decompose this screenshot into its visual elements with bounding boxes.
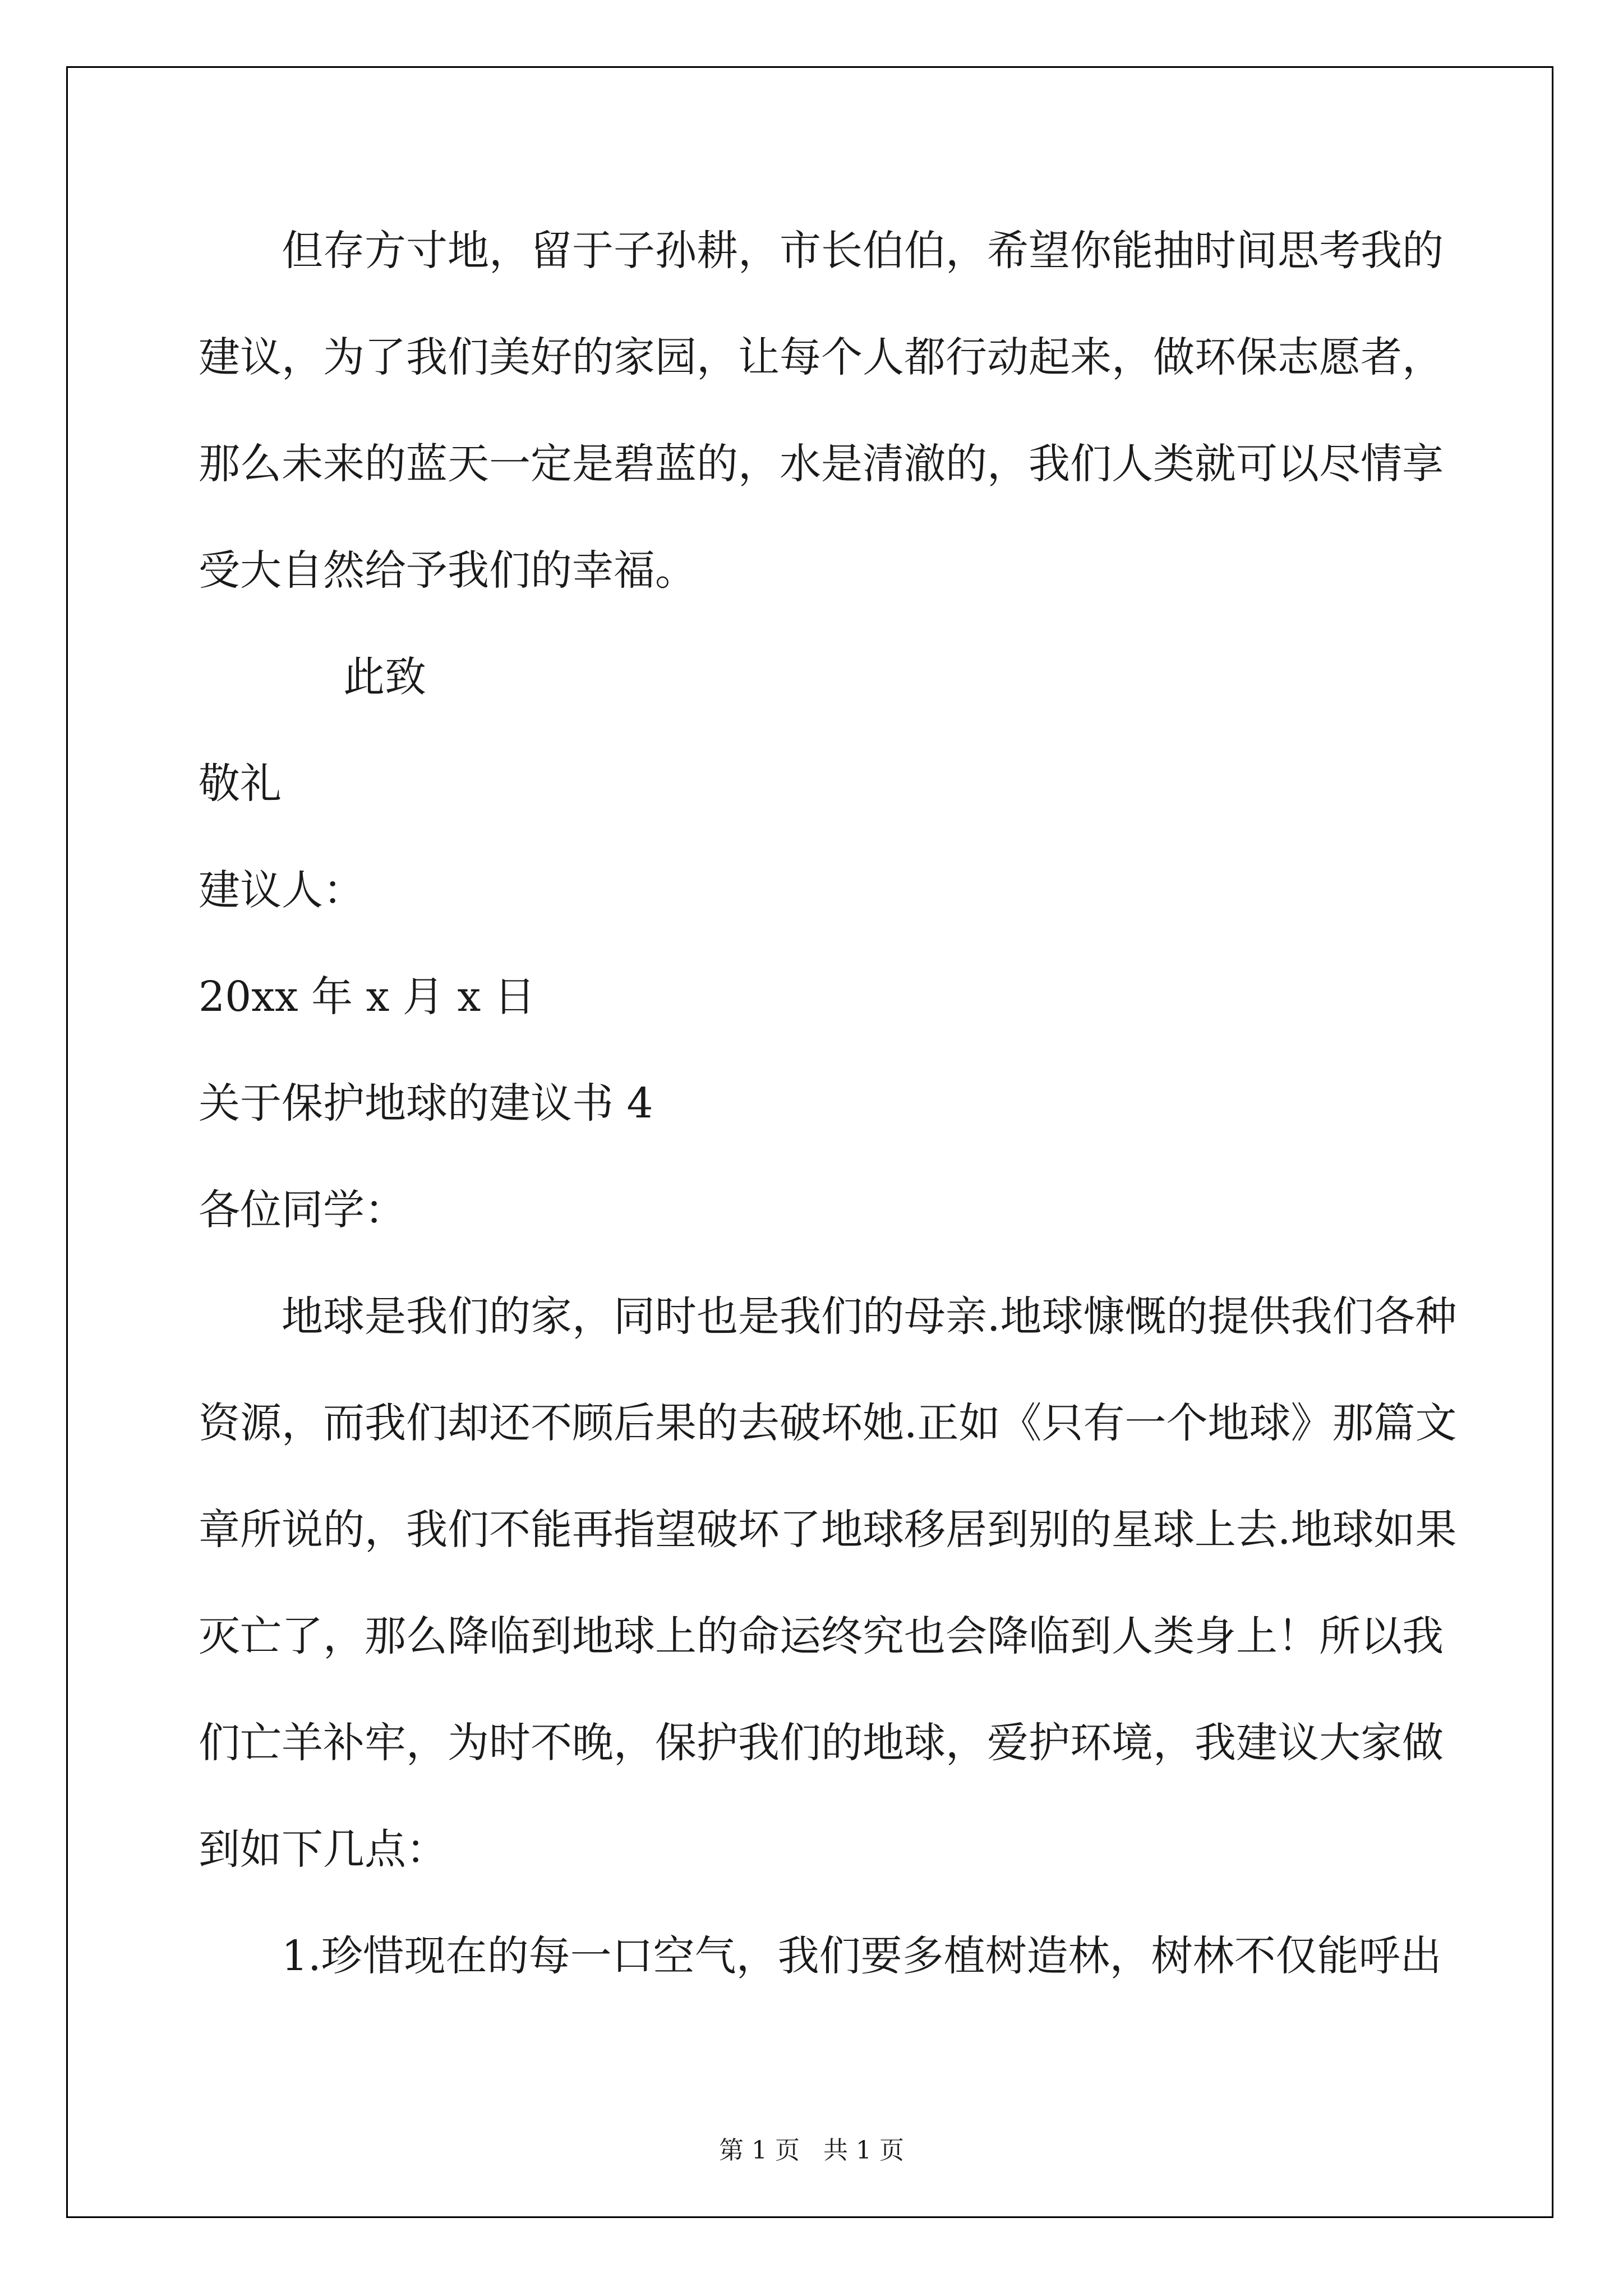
- paragraph-line: 资源，而我们却还不顾后果的去破坏她.正如《只有一个地球》那篇文: [199, 1399, 1457, 1447]
- section-title: 关于保护地球的建议书 4: [199, 1079, 653, 1128]
- paragraph-line: 们亡羊补牢，为时不晚，保护我们的地球，爱护环境，我建议大家做: [199, 1719, 1444, 1767]
- paragraph-line: 地球是我们的家，同时也是我们的母亲.地球慷慨的提供我们各种: [282, 1292, 1457, 1341]
- paragraph-line: 到如下几点：: [199, 1825, 448, 1874]
- date-line: 20xx 年 x 月 x 日: [199, 973, 536, 1021]
- list-item: 1.珍惜现在的每一口空气，我们要多植树造林，树林不仅能呼出: [282, 1932, 1442, 1980]
- paragraph-line: 但存方寸地，留于子孙耕，市长伯伯，希望你能抽时间思考我的: [282, 227, 1444, 275]
- paragraph-line: 建议，为了我们美好的家园，让每个人都行动起来，做环保志愿者，: [199, 333, 1444, 381]
- paragraph-line: 章所说的，我们不能再指望破坏了地球移居到别的星球上去.地球如果: [199, 1506, 1457, 1554]
- paragraph-line: 那么未来的蓝天一定是碧蓝的，水是清澈的，我们人类就可以尽情享: [199, 440, 1444, 488]
- greeting: 各位同学：: [199, 1186, 406, 1234]
- page-footer: 第 1 页 共 1 页: [719, 2136, 904, 2165]
- page-border: [66, 66, 1553, 2218]
- paragraph-line: 受大自然给予我们的幸福。: [199, 546, 697, 595]
- paragraph-line: 灭亡了，那么降临到地球上的命运终究也会降临到人类身上！所以我: [199, 1612, 1444, 1660]
- closing-salutation: 此致: [343, 653, 426, 701]
- proposer-label: 建议人：: [199, 866, 365, 914]
- closing-regards: 敬礼: [199, 760, 282, 808]
